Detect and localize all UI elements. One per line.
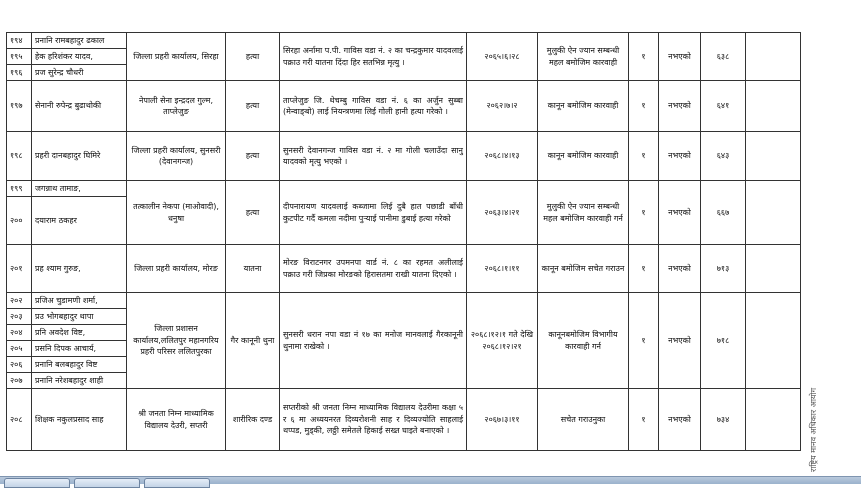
table-row <box>7 389 801 451</box>
office-cell: जिल्ला प्रहरी कार्यालय, सिरहा <box>127 33 226 81</box>
reference-number: ६६७ <box>701 181 746 245</box>
serial-number: १९६ <box>7 65 32 81</box>
table-row <box>7 132 801 181</box>
empty-cell <box>746 132 801 181</box>
table-row <box>7 245 801 293</box>
count-cell: १ <box>629 132 659 181</box>
table-row <box>7 293 801 309</box>
recommended-action: मुलुकी ऐन ज्यान सम्बन्धी महल बमोजिम कारवाही <box>538 33 629 81</box>
incident-type: शारीरिक दण्ड <box>226 389 280 451</box>
taskbar-button[interactable] <box>4 478 70 488</box>
recommended-action: कानून बमोजिम कारवाही <box>538 81 629 132</box>
table-row <box>7 81 801 132</box>
empty-cell <box>746 389 801 451</box>
incident-description: सुनसरी देवानगन्ज गाविस वडा नं. २ मा गोली चलाउँदा सानु यादवको मृत्यु भएको । <box>280 132 467 181</box>
incident-date: २०६२।७।२ <box>467 81 538 132</box>
recommended-action: कानून बमोजिम कारवाही <box>538 132 629 181</box>
office-cell: श्री जनता निम्न माध्यामिक विद्यालय देउरी, सप्तरी <box>127 389 226 451</box>
person-name: प्रनानि बलबहादुर विष्ट <box>32 357 127 373</box>
side-note: राष्ट्रिय मानव अधिकार आयोग <box>809 387 818 472</box>
incident-date: २०६८।१२।१ गते देखि २०६८।१२।२१ <box>467 293 538 389</box>
person-name: सेनानी रुपेन्द्र बुढाथोकी <box>32 81 127 132</box>
serial-number: १९८ <box>7 132 32 181</box>
table-row <box>7 181 801 197</box>
incident-date: २०६७।३।११ <box>467 389 538 451</box>
incident-date: २०६३।४।२१ <box>467 181 538 245</box>
person-name: दयाराम ठकहर <box>32 197 127 245</box>
serial-number: २०७ <box>7 373 32 389</box>
serial-number: २०६ <box>7 357 32 373</box>
office-cell: जिल्ला प्रहरी कार्यालय, सुनसरी (देवानगन्ज) <box>127 132 226 181</box>
person-name: प्रह श्याम गुरुङ, <box>32 245 127 293</box>
incident-type: हत्या <box>226 181 280 245</box>
serial-number: २०८ <box>7 389 32 451</box>
serial-number: १९५ <box>7 49 32 65</box>
empty-cell <box>746 293 801 389</box>
recommended-action: सचेत गराउनुका <box>538 389 629 451</box>
table-row <box>7 33 801 49</box>
person-name: जगन्नाथ तामाङ, <box>32 181 127 197</box>
incident-description: दीपनारायण यादवलाई कब्जामा लिई दुबै हात पछाडी बाँधी कुटपीट गर्दै कमला नदीमा पुऱ्याई पानीमा डुबाई हत्या गरेको <box>280 181 467 245</box>
status-cell: नभएको <box>659 293 701 389</box>
reference-number: ७१८ <box>701 293 746 389</box>
person-name: प्रनि अवदेश विष्ट, <box>32 325 127 341</box>
reference-number: ७३४ <box>701 389 746 451</box>
serial-number: १९७ <box>7 81 32 132</box>
incident-description: सुनसरी धरान नपा वडा नं १७ का मनोज मानवलाई गैरकानूनी थुनामा राखेको । <box>280 293 467 389</box>
office-cell: तत्कालीन नेकपा (माओवादी), धनुषा <box>127 181 226 245</box>
incident-date: २०६८।१।११ <box>467 245 538 293</box>
status-cell: नभएको <box>659 245 701 293</box>
incident-description: सप्तरीको श्री जनता निम्न माध्यामिक विद्यालय देउरीमा कक्षा ५ र ६ मा अध्ययनरत दिव्यरोशनी साह र दिव्यज्योति साहलाई थप्पड, मुड्की, लठ्ठी समेतले हिकाई सख्त घाइते बनाएको । <box>280 389 467 451</box>
person-name: शिक्षक नकुलप्रसाद साह <box>32 389 127 451</box>
count-cell: १ <box>629 389 659 451</box>
incident-description: ताप्लेजुङ जि. थेचम्बु गाविस वडा नं. ६ का अर्जुन सुब्बा (मेन्वाङ्बो) लाई नियन्त्रणमा लिई गोली हानी हत्या गरेको । <box>280 81 467 132</box>
person-name: प्रनानि रामबहादुर ढकाल <box>32 33 127 49</box>
reference-number: ६४३ <box>701 132 746 181</box>
serial-number: २०० <box>7 197 32 245</box>
empty-cell <box>746 81 801 132</box>
reference-number: ६३८ <box>701 33 746 81</box>
serial-number: १९४ <box>7 33 32 49</box>
person-name: प्रउ भोगबहादुर थापा <box>32 309 127 325</box>
incident-type: गैर कानूनी थुना <box>226 293 280 389</box>
count-cell: १ <box>629 33 659 81</box>
count-cell: १ <box>629 245 659 293</box>
serial-number: १९९ <box>7 181 32 197</box>
recommended-action: कानून बमोजिम सचेत गराउन <box>538 245 629 293</box>
empty-cell <box>746 181 801 245</box>
serial-number: २०१ <box>7 245 32 293</box>
incident-date: २०६८।४।१३ <box>467 132 538 181</box>
serial-number: २०५ <box>7 341 32 357</box>
count-cell: १ <box>629 181 659 245</box>
incident-type: हत्या <box>226 81 280 132</box>
person-name: प्रसनि दिपक आचार्य, <box>32 341 127 357</box>
office-cell: नेपाली सेना इन्द्रदल गुल्म, ताप्लेजुङ <box>127 81 226 132</box>
person-name: हेक हरिशंकर यादव, <box>32 49 127 65</box>
person-name: प्रज सुरेन्द्र चौधरी <box>32 65 127 81</box>
incident-type: हत्या <box>226 33 280 81</box>
serial-number: २०२ <box>7 293 32 309</box>
count-cell: १ <box>629 81 659 132</box>
incident-description: मोरङ विराटनगर उपमनपा वार्ड नं. ८ का रहमत अलीलाई पक्राउ गरी जिप्रका मोरङको हिरासतमा राखी यातना दिएको । <box>280 245 467 293</box>
person-name: प्रजिअ चुडामणी शर्मा, <box>32 293 127 309</box>
incident-type: यातना <box>226 245 280 293</box>
status-cell: नभएको <box>659 81 701 132</box>
serial-number: २०४ <box>7 325 32 341</box>
serial-number: २०३ <box>7 309 32 325</box>
taskbar-button[interactable] <box>74 478 140 488</box>
taskbar-button[interactable] <box>144 478 210 488</box>
status-cell: नभएको <box>659 33 701 81</box>
status-cell: नभएको <box>659 132 701 181</box>
person-name: प्रहरी दानबहादुर घिमिरे <box>32 132 127 181</box>
incident-description: सिरहा अर्नामा प.पी. गाविस वडा नं. २ का चन्द्रकुमार यादवलाई पक्राउ गरी यातना दिंदा हिर सतभिन्न मृत्यु । <box>280 33 467 81</box>
recommended-action: मुलुकी ऐन ज्यान सम्बन्धी महल बमोजिम कारवाही गर्न <box>538 181 629 245</box>
reference-number: ७१३ <box>701 245 746 293</box>
status-cell: नभएको <box>659 181 701 245</box>
recommendations-table <box>6 32 801 451</box>
office-cell: जिल्ला प्रहरी कार्यालय, मोरङ <box>127 245 226 293</box>
office-cell: जिल्ला प्रशासन कार्यालय,ललितपुर महानगरिय प्रहरी परिसर ललितपुरका <box>127 293 226 389</box>
incident-type: हत्या <box>226 132 280 181</box>
count-cell: १ <box>629 293 659 389</box>
incident-date: २०६५।६।२८ <box>467 33 538 81</box>
empty-cell <box>746 245 801 293</box>
empty-cell <box>746 33 801 81</box>
status-cell: नभएको <box>659 389 701 451</box>
person-name: प्रनानि नरेशबहादुर शाही <box>32 373 127 389</box>
reference-number: ६४१ <box>701 81 746 132</box>
recommended-action: कानूनबमोजिम विभागीय कारवाही गर्न <box>538 293 629 389</box>
